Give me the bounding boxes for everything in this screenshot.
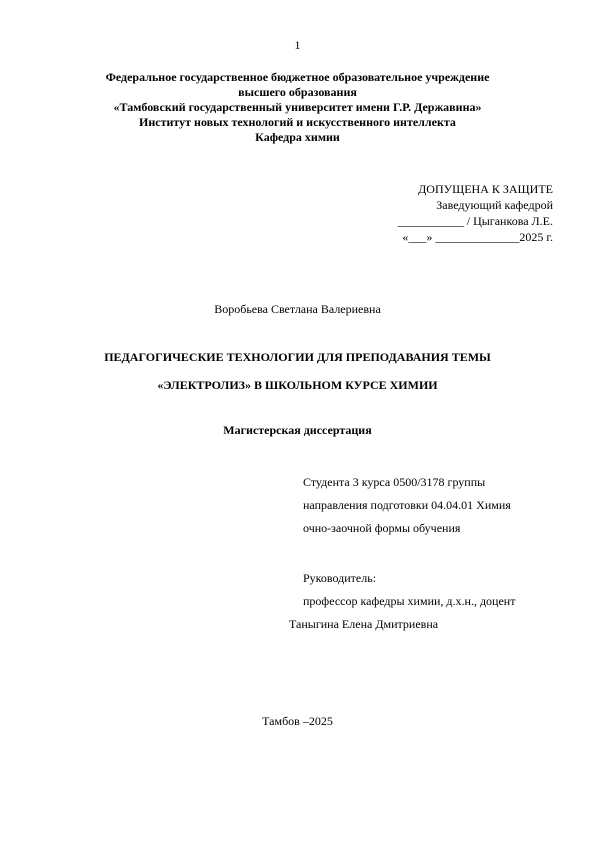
author-name: Воробьева Светлана Валериевна bbox=[214, 302, 381, 316]
header-line-4: Институт новых технологий и искусственного интеллекта bbox=[139, 115, 456, 129]
city-year: Тамбов –2025 bbox=[262, 714, 333, 728]
header-line-1: Федеральное государственное бюджетное образовательное учреждение bbox=[105, 70, 490, 84]
header-line-2: высшего образования bbox=[238, 85, 357, 99]
supervisor-position: профессор кафедры химии, д.х.н., доцент bbox=[303, 594, 516, 608]
student-line-3: очно-заочной формы обучения bbox=[303, 521, 461, 535]
student-info bbox=[303, 471, 563, 540]
thesis-type: Магистерская диссертация bbox=[223, 423, 372, 437]
supervisor-label: Руководитель: bbox=[303, 571, 377, 585]
title-line-1: ПЕДАГОГИЧЕСКИЕ ТЕХНОЛОГИИ ДЛЯ ПРЕПОДАВАНИЯ ТЕМЫ bbox=[104, 350, 491, 364]
approval-block bbox=[293, 181, 553, 245]
supervisor-info bbox=[289, 567, 573, 636]
page-number: 1 bbox=[294, 38, 301, 52]
student-line-2: направления подготовки 04.04.01 Химия bbox=[303, 498, 511, 512]
thesis-title bbox=[0, 343, 595, 399]
approval-line-3: ___________ / Цыганкова Л.Е. bbox=[397, 214, 553, 228]
approval-line-2: Заведующий кафедрой bbox=[436, 198, 553, 212]
supervisor-name: Таныгина Елена Дмитриевна bbox=[289, 617, 439, 631]
title-line-2: «ЭЛЕКТРОЛИЗ» В ШКОЛЬНОМ КУРСЕ ХИМИИ bbox=[157, 378, 438, 392]
approval-line-4: «___» ______________2025 г. bbox=[402, 230, 553, 244]
approval-line-1: ДОПУЩЕНА К ЗАЩИТЕ bbox=[418, 182, 553, 196]
student-line-1: Студента 3 курса 0500/3178 группы bbox=[303, 475, 486, 489]
header-line-5: Кафедра химии bbox=[255, 130, 340, 144]
header-line-3: «Тамбовский государственный университет имени Г.Р. Державина» bbox=[113, 100, 482, 114]
institution-header bbox=[0, 70, 595, 145]
